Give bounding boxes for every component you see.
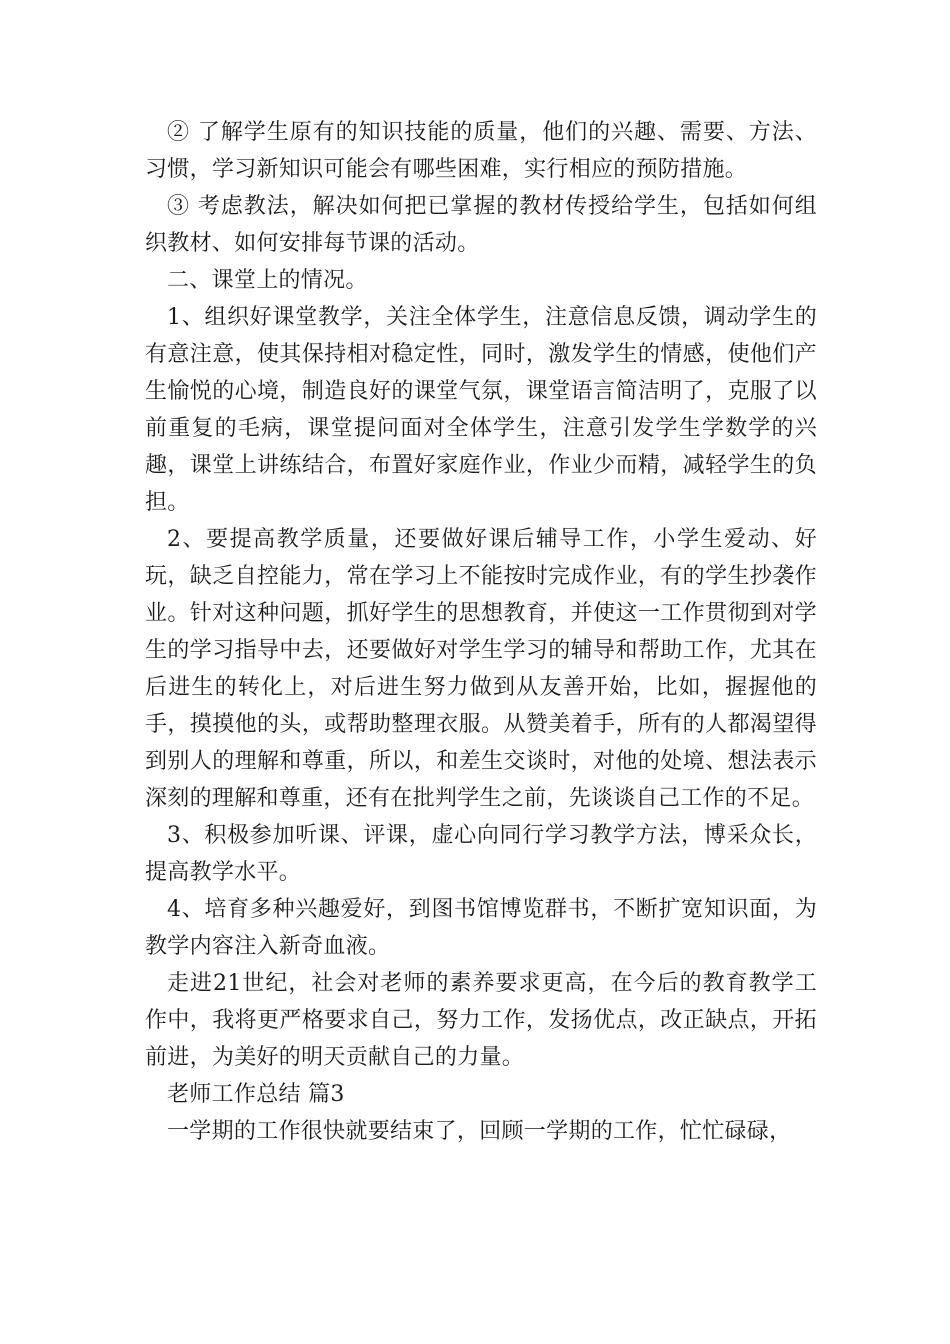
- paragraph-summary-3-intro: 一学期的工作很快就要结束了，回顾一学期的工作，忙忙碌碌，: [167, 1119, 792, 1144]
- paragraph-conclusion: 走进21世纪，社会对老师的素养要求更高，在今后的教育教学工作中，我将更严格要求自己，努力工作，发扬优点，改正缺点，开拓前进，为美好的明天贡献自己的力量。: [145, 971, 817, 1070]
- section-title-summary-3: 老师工作总结 篇3: [167, 1082, 345, 1107]
- section-heading-classroom: 二、课堂上的情况。: [167, 268, 368, 293]
- paragraph-point-3: ③ 考虑教法，解决如何把已掌握的教材传授给学生，包括如何组织教材、如何安排每节课的活动。: [145, 194, 817, 256]
- paragraph-item-4: 4、培育多种兴趣爱好，到图书馆博览群书，不断扩宽知识面，为教学内容注入新奇血液。: [145, 897, 817, 959]
- paragraph-point-2: ② 了解学生原有的知识技能的质量，他们的兴趣、需要、方法、习惯，学习新知识可能会有哪些困难，实行相应的预防措施。: [145, 120, 817, 182]
- paragraph-item-3: 3、积极参加听课、评课，虚心向同行学习教学方法，博采众长，提高教学水平。: [145, 823, 817, 885]
- document-body: [145, 114, 817, 1150]
- paragraph-item-2: 2、要提高教学质量，还要做好课后辅导工作，小学生爱动、好玩，缺乏自控能力，常在学习上不能按时完成作业，有的学生抄袭作业。针对这种问题，抓好学生的思想教育，并使这一工作贯彻到对学生的学习指导中去，还要做好对学生学习的辅导和帮助工作，尤其在后进生的转化上，对后进生努力做到从友善开始，比如，握握他的手，摸摸他的头，或帮助整理衣服。从赞美着手，所有的人都渴望得到别人的理解和尊重，所以，和差生交谈时，对他的处境、想法表示深刻的理解和尊重，还有在批判学生之前，先谈谈自己工作的不足。: [145, 527, 817, 811]
- paragraph-item-1: 1、组织好课堂教学，关注全体学生，注意信息反馈，调动学生的有意注意，使其保持相对稳定性，同时，激发学生的情感，使他们产生愉悦的心境，制造良好的课堂气氛，课堂语言简洁明了，克服了以前重复的毛病，课堂提问面对全体学生，注意引发学生学数学的兴趣，课堂上讲练结合，布置好家庭作业，作业少而精，减轻学生的负担。: [145, 305, 817, 515]
